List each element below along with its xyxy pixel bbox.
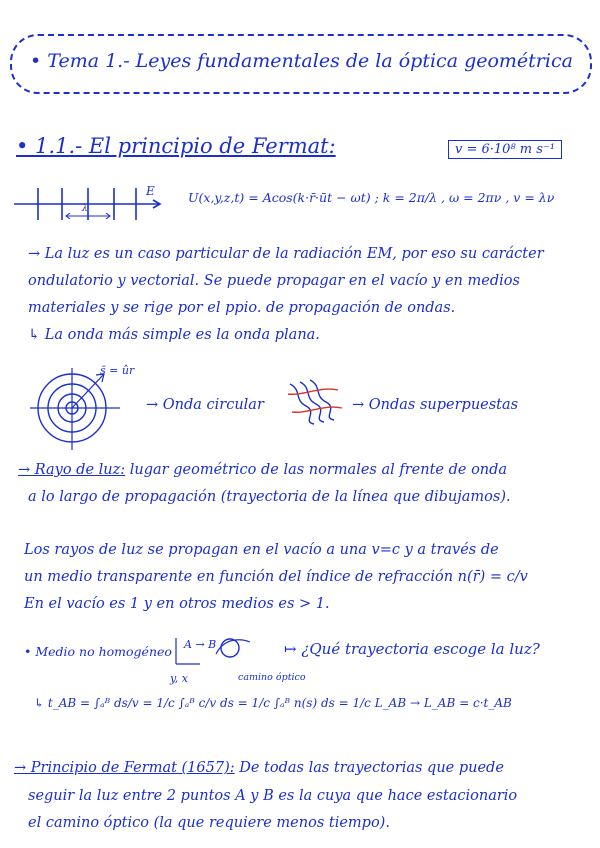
circular-wave-label: → Onda circular: [146, 397, 264, 413]
text-line: un medio transparente en función del índice de refracción n(r̄) = c/v: [24, 569, 528, 585]
ray-term: → Rayo de luz:: [18, 462, 126, 478]
text-line: a lo largo de propagación (trayectoria de la línea que dibujamos).: [28, 489, 511, 505]
text-line: → La luz es un caso particular de la radiación EM, por eso su carácter: [28, 246, 544, 262]
fermat-definition-text: De todas las trayectorias que puede: [234, 760, 504, 776]
ray-definition-text: lugar geométrico de las normales al frente de onda: [125, 462, 508, 478]
fermat-principle-line: [14, 760, 504, 776]
ray-definition-line: [18, 462, 507, 478]
page-title: • Tema 1.- Leyes fundamentales de la óptica geométrica: [30, 50, 573, 72]
trajectory-question: ↦ ¿Qué trayectoria escoge la luz?: [284, 640, 540, 658]
optical-path-equation: ↳ t_AB = ∫ₐᴮ ds/v = 1/c ∫ₐᴮ c/v ds = 1/c ∫ₐᴮ n(s) ds = 1/c L_AB → L_AB = c·t_AB: [34, 696, 512, 710]
text-line: Los rayos de luz se propagan en el vacío a una v=c y a través de: [24, 542, 499, 558]
section-heading: • 1.1.- El principio de Fermat:: [16, 134, 336, 158]
inhomogeneous-medium-label: • Medio no homogéneo: [24, 644, 172, 659]
medium-points-label: A → B: [184, 638, 217, 651]
wave-axis-label: E: [146, 184, 155, 198]
optical-path-caption: camino óptico: [238, 672, 306, 683]
text-line: ↳ La onda más simple es la onda plana.: [28, 327, 320, 343]
text-line: materiales y se rige por el ppio. de propagación de ondas.: [28, 300, 456, 316]
superposed-waves-label: → Ondas superpuestas: [352, 397, 519, 413]
wave-equation: U(x,y,z,t) = Acos(k·r̄·ūt − ωt) ; k = 2π/λ , ω = 2πν , v = λν: [188, 190, 555, 205]
wavelength-label: λ: [82, 204, 88, 214]
text-line: ondulatorio y vectorial. Se puede propagar en el vacío y en medios: [28, 273, 520, 289]
superposed-waves-diagram: [284, 378, 344, 428]
fermat-term: → Principio de Fermat (1657):: [14, 760, 235, 776]
speed-of-light-box: v = 6·10⁸ m s⁻¹: [448, 140, 562, 159]
direction-vector-label: s̄ = ûr: [100, 364, 135, 377]
text-line: seguir la luz entre 2 puntos A y B es la cuya que hace estacionario: [28, 788, 518, 804]
text-line: el camino óptico (la que requiere menos tiempo).: [28, 815, 390, 831]
text-line: En el vacío es 1 y en otros medios es > 1.: [24, 596, 330, 612]
medium-axes-label: y, x: [170, 672, 188, 685]
